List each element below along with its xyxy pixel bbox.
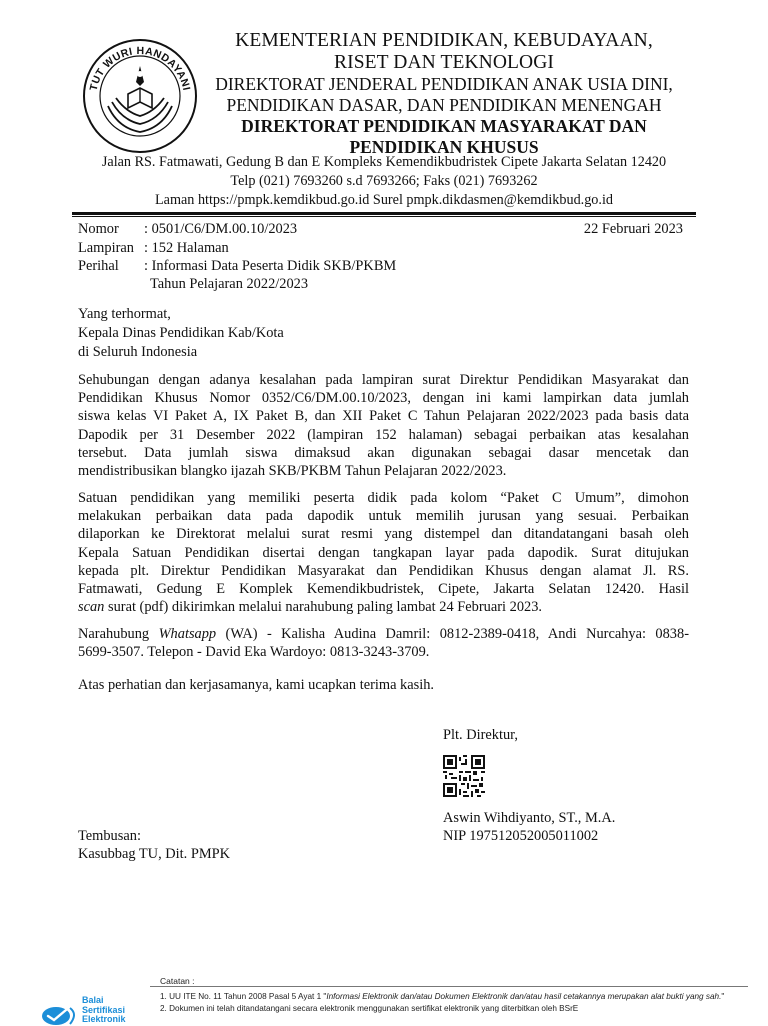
paragraph-line: Dapodik per 31 Desember 2022 (lampiran 152 halaman) sebagai perbaikan atas kesalahan bbox=[78, 426, 689, 443]
signatory-name: Aswin Wihdiyanto, ST., M.A. bbox=[443, 810, 616, 826]
signature-title: Plt. Direktur, bbox=[443, 727, 518, 743]
paragraph-line: melakukan perbaikan data pada dapodik untuk memilih jurusan yang sesuai. Perbaikan bbox=[78, 508, 689, 525]
directorate-general-2: PENDIDIKAN DASAR, DAN PENDIDIKAN MENENGAH bbox=[226, 95, 662, 115]
meta-perihal bbox=[78, 257, 396, 276]
letterhead-rule-thin bbox=[72, 216, 696, 217]
contact-names: (WA) - Kalisha Audina Damril: 0812-2389-0418, Andi Nurcahya: 0838- bbox=[216, 626, 689, 642]
recipient-block bbox=[78, 305, 284, 362]
paragraph-3 bbox=[78, 625, 689, 661]
contact-line-1 bbox=[78, 625, 689, 643]
bsre-logo-icon bbox=[40, 1004, 84, 1026]
directorate-general: DIREKTORAT JENDERAL PENDIDIKAN ANAK USIA DINI, bbox=[215, 74, 673, 94]
paragraph-line: kepada plt. Direktur Pendidikan Masyarakat dan Pendidikan Khusus dengan alamat Jl. RS. bbox=[78, 562, 689, 579]
contact-prefix: Narahubung bbox=[78, 626, 159, 642]
paragraph-line: dilaporkan ke Direktorat melalui surat resmi yang distempel dan ditandatangani basah oleh bbox=[78, 526, 689, 543]
directorate-name: DIREKTORAT PENDIDIKAN MASYARAKAT DAN bbox=[241, 116, 647, 136]
qr-code-icon bbox=[443, 755, 485, 797]
paragraph-line: Fatmawati, Gedung E Komplek Kemendikbudristek, Cipete, Jakarta Selatan 12420. Hasil bbox=[78, 581, 689, 598]
footer-rule bbox=[150, 986, 748, 987]
footer-note-2: 2. Dokumen ini telah ditandatangani secara elektronik menggunakan sertifikat elektronik yang diterbitkan oleh BSrE bbox=[160, 1004, 579, 1013]
logo-motto: TUT WURI HANDAYANI bbox=[87, 44, 193, 92]
paragraph-line: Kepala Satuan Pendidikan disertai dengan tangkapan layar pada dapodik. Surat ditujukan bbox=[78, 544, 689, 561]
letterhead-rule bbox=[72, 212, 696, 215]
directorate-name-2: PENDIDIKAN KHUSUS bbox=[349, 137, 539, 157]
paragraph-line: mendistribusikan blangko ijazah SKB/PKBM Tahun Pelajaran 2022/2023. bbox=[78, 463, 507, 480]
letterhead-text bbox=[200, 30, 688, 158]
perihal-value: : Informasi Data Peserta Didik SKB/PKBM bbox=[144, 258, 397, 274]
salutation: Yang terhormat, bbox=[78, 306, 171, 322]
footer-note-title: Catatan : bbox=[160, 976, 195, 986]
note1-suffix: " bbox=[721, 992, 725, 1001]
paragraph-line-rest: surat (pdf) dikirimkan melalui narahubung paling lambat 24 Februari 2023. bbox=[104, 599, 542, 616]
contact-line-2: 5699-3507. Telepon - David Eka Wardoyo: 0813-3243-3709. bbox=[78, 644, 430, 661]
paragraph-line: Sehubungan dengan adanya kesalahan pada lampiran surat Direktur Pendidikan Masyarakat dan bbox=[78, 372, 689, 388]
ministry-name-2: RISET DAN TEKNOLOGI bbox=[334, 52, 554, 73]
paragraph-line-last bbox=[78, 598, 689, 616]
italic-whatsapp: Whatsapp bbox=[158, 626, 217, 642]
meta-lampiran bbox=[78, 239, 229, 258]
perihal-label: Perihal bbox=[78, 258, 119, 274]
letter-date: 22 Februari 2023 bbox=[583, 221, 683, 237]
note1-italic: Informasi Elektronik dan/atau Dokumen Elektronik dan/atau hasil cetakannya merupakan alat bukti yang sah. bbox=[326, 992, 722, 1001]
meta-nomor bbox=[78, 220, 297, 239]
letterhead-address bbox=[40, 153, 728, 210]
lampiran-value: : 152 Halaman bbox=[144, 240, 229, 256]
paragraph-2 bbox=[78, 489, 689, 616]
footer-note-1 bbox=[160, 992, 724, 1001]
note1-prefix: 1. UU ITE No. 11 Tahun 2008 Pasal 5 Ayat 1 " bbox=[160, 992, 327, 1001]
closing-text: Atas perhatian dan kerjasamanya, kami ucapkan terima kasih. bbox=[78, 677, 435, 693]
italic-scan: scan bbox=[78, 599, 105, 616]
recipient-name: Kepala Dinas Pendidikan Kab/Kota bbox=[78, 325, 284, 341]
bsre-line: Elektronik bbox=[82, 1014, 126, 1024]
tut-wuri-handayani-logo bbox=[78, 36, 202, 156]
perihal-value-2: Tahun Pelajaran 2022/2023 bbox=[150, 276, 309, 292]
cc-item: Kasubbag TU, Dit. PMPK bbox=[78, 846, 231, 862]
bsre-wordmark bbox=[82, 996, 126, 1025]
recipient-place: di Seluruh Indonesia bbox=[78, 344, 198, 360]
cc-label: Tembusan: bbox=[78, 828, 141, 844]
address-line: Jalan RS. Fatmawati, Gedung B dan E Kompleks Kemendikbudristek Cipete Jakarta Selatan 12420 bbox=[101, 154, 667, 170]
paragraph-line: Satuan pendidikan yang memiliki peserta didik pada kolom “Paket C Umum”, dimohon bbox=[78, 490, 689, 506]
bsre-line: Balai bbox=[82, 995, 104, 1005]
paragraph-line: Pendidikan Khusus Nomor 0352/C6/DM.00.10/2023, dengan ini kami lampirkan data jumlah bbox=[78, 390, 689, 407]
paragraph-line: siswa kelas VI Paket A, IX Paket B, dan XII Paket C Tahun Pelajaran 2022/2023 pada basis data bbox=[78, 408, 689, 425]
paragraph-line: tersebut. Data jumlah siswa dimaksud akan digunakan sebagai dasar mencetak dan bbox=[78, 444, 689, 461]
paragraph-1 bbox=[78, 371, 689, 480]
signatory-nip: NIP 197512052005011002 bbox=[443, 828, 599, 844]
web-line: Laman https://pmpk.kemdikbud.go.id Surel pmpk.dikdasmen@kemdikbud.go.id bbox=[155, 192, 613, 208]
nomor-value: : 0501/C6/DM.00.10/2023 bbox=[144, 221, 298, 237]
nomor-label: Nomor bbox=[78, 221, 119, 237]
ministry-name: KEMENTERIAN PENDIDIKAN, KEBUDAYAAN, bbox=[235, 30, 653, 51]
phone-line: Telp (021) 7693260 s.d 7693266; Faks (021) 7693262 bbox=[230, 173, 538, 189]
bsre-line: Sertifikasi bbox=[82, 1004, 126, 1015]
lampiran-label: Lampiran bbox=[78, 240, 134, 256]
